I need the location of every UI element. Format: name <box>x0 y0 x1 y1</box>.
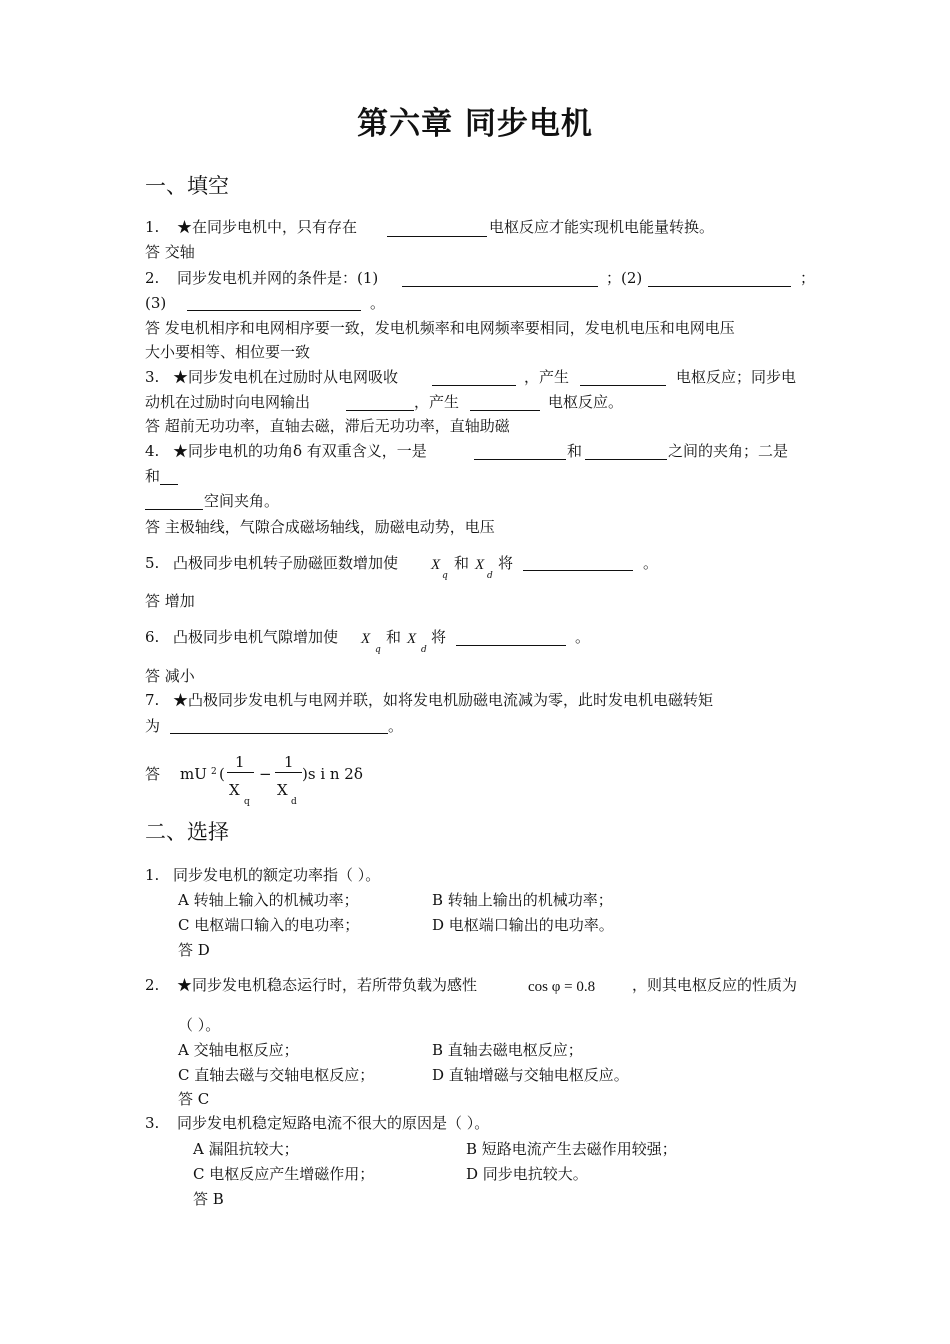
q7-fraction-bar-1 <box>227 772 254 773</box>
q5-xd: X <box>475 557 485 573</box>
q7-formula-minus: − <box>259 765 272 783</box>
c1-option-a: A 转轴上输入的机械功率； <box>178 891 359 909</box>
q2-text-4: (3) <box>145 294 167 312</box>
q2-text-5: 。 <box>370 294 386 312</box>
c3-option-d: D 同步电抗较大。 <box>466 1165 588 1183</box>
q4-blank-4 <box>145 509 203 510</box>
q3-text-6: 电枢反应。 <box>548 393 624 411</box>
q3-blank-1 <box>432 385 516 386</box>
q1-answer: 答 交轴 <box>145 243 195 261</box>
q3-text-1: ★同步发电机在过励时从电网吸收 <box>173 368 399 386</box>
q7-formula-mu: mU <box>180 765 207 783</box>
c3-answer: 答 B <box>193 1190 224 1208</box>
q6-text-3: 。 <box>575 628 591 646</box>
q5-answer: 答 增加 <box>145 592 195 610</box>
section-heading-fill-in: 一、填空 <box>145 174 229 198</box>
q3-answer: 答 超前无功功率，直轴去磁，滞后无功功率，直轴助磁 <box>145 417 510 435</box>
q1-text-pre: ★在同步电机中，只有存在 <box>177 218 358 236</box>
q7-formula-open-paren: ( <box>219 765 225 783</box>
q7-text-3: 。 <box>388 717 404 735</box>
q2-number: 2. <box>145 269 160 287</box>
q6-xq-subscript: q <box>375 645 381 655</box>
q3-number: 3. <box>145 368 160 386</box>
q4-text-5: 空间夹角。 <box>204 492 280 510</box>
c2-answer: 答 C <box>178 1090 210 1108</box>
c3-option-a: A 漏阻抗较大； <box>193 1140 299 1158</box>
q5-and: 和 <box>454 554 470 572</box>
q7-formula-numerator-2: 1 <box>284 753 294 771</box>
q5-xq: X <box>431 557 441 573</box>
q3-blank-2 <box>580 385 666 386</box>
q2-blank-1 <box>402 286 598 287</box>
c3-number: 3. <box>145 1114 160 1132</box>
q5-blank <box>523 570 633 571</box>
c1-option-c: C 电枢端口输入的电功率； <box>178 916 360 934</box>
q7-formula-numerator-1: 1 <box>235 753 245 771</box>
section-heading-choice: 二、选择 <box>145 820 229 844</box>
q7-formula-tail: )s i n 2δ <box>302 765 363 783</box>
q4-answer: 答 主极轴线，气隙合成磁场轴线，励磁电动势，电压 <box>145 518 495 536</box>
c1-answer: 答 D <box>178 941 210 959</box>
c2-option-d: D 直轴增磁与交轴电枢反应。 <box>432 1066 629 1084</box>
q7-blank <box>170 733 388 734</box>
c3-option-b: B 短路电流产生去磁作用较强； <box>466 1140 677 1158</box>
c2-option-c: C 直轴去磁与交轴电枢反应； <box>178 1066 375 1084</box>
q3-text-4: 动机在过励时向电网输出 <box>145 393 311 411</box>
q7-text-2: 为 <box>145 717 161 735</box>
c2-option-a: A 交轴电枢反应； <box>178 1041 299 1059</box>
q6-xd: X <box>407 631 417 647</box>
c2-stem-2: ，则其电枢反应的性质为 <box>632 976 798 994</box>
q6-xd-subscript: d <box>421 645 427 655</box>
q2-text-1: 同步发电机并网的条件是：(1) <box>177 269 379 287</box>
c1-option-b: B 转轴上输出的机械功率； <box>432 891 613 909</box>
q2-text-2: ；(2) <box>606 269 643 287</box>
c3-stem: 同步发电机稳定短路电流不很大的原因是（ ）。 <box>177 1114 490 1132</box>
q5-text-2: 将 <box>498 554 514 572</box>
q6-and: 和 <box>386 628 402 646</box>
q2-blank-2 <box>648 286 791 287</box>
q2-answer-line-2: 大小要相等、相位要一致 <box>145 343 311 361</box>
q5-xq-subscript: q <box>442 571 448 581</box>
q7-formula-denominator-2-subscript: d <box>291 797 297 807</box>
q7-fraction-bar-2 <box>275 772 302 773</box>
q7-formula-denominator-1-subscript: q <box>244 797 250 807</box>
c2-stem-1: ★同步发电机稳态运行时，若所带负载为感性 <box>177 976 478 994</box>
c2-stem-3: （ ）。 <box>178 1016 221 1034</box>
c2-option-b: B 直轴去磁电枢反应； <box>432 1041 583 1059</box>
q6-answer: 答 减小 <box>145 667 195 685</box>
c2-number: 2. <box>145 976 160 994</box>
q4-number: 4. <box>145 442 160 460</box>
c3-option-c: C 电枢反应产生增磁作用； <box>193 1165 375 1183</box>
q4-blank-2 <box>585 459 667 460</box>
q6-xq: X <box>361 631 371 647</box>
c1-stem: 同步发电机的额定功率指（ ）。 <box>173 866 381 884</box>
c1-number: 1. <box>145 866 160 884</box>
q5-text-3: 。 <box>643 554 659 572</box>
q7-answer-label: 答 <box>145 765 161 783</box>
q4-text-4: 和 <box>145 467 161 485</box>
q7-formula-exponent: 2 <box>211 767 217 777</box>
c1-option-d: D 电枢端口输出的电功率。 <box>432 916 614 934</box>
q3-blank-3 <box>346 410 414 411</box>
q1-blank <box>387 236 487 237</box>
q4-text-1: ★同步电机的功角δ 有双重含义，一是 <box>173 442 427 460</box>
q5-text-1: 凸极同步电机转子励磁匝数增加使 <box>173 554 399 572</box>
c2-stem-cos: cos φ = 0.8 <box>528 979 596 995</box>
q7-number: 7. <box>145 691 160 709</box>
q7-formula-denominator-2: X <box>277 781 288 799</box>
q3-text-3: 电枢反应；同步电 <box>676 368 797 386</box>
q2-text-3: ； <box>800 269 816 287</box>
q3-blank-4 <box>470 410 540 411</box>
q5-number: 5. <box>145 554 160 572</box>
q3-text-5: ，产生 <box>414 393 460 411</box>
q4-text-3: 之间的夹角；二是 <box>668 442 789 460</box>
q1-text-post: 电枢反应才能实现机电能量转换。 <box>489 218 715 236</box>
q3-text-2: ，产生 <box>524 368 570 386</box>
q4-text-2: 和 <box>567 442 583 460</box>
q6-text-2: 将 <box>431 628 447 646</box>
q4-blank-3 <box>160 484 178 485</box>
page-title: 第六章 同步电机 <box>357 106 593 142</box>
q7-formula-denominator-1: X <box>229 781 240 799</box>
q7-text-1: ★凸极同步发电机与电网并联，如将发电机励磁电流减为零，此时发电机电磁转矩 <box>173 691 714 709</box>
q6-text-1: 凸极同步电机气隙增加使 <box>173 628 339 646</box>
q1-number: 1. <box>145 218 160 236</box>
q6-blank <box>456 645 566 646</box>
q4-blank-1 <box>474 459 566 460</box>
q6-number: 6. <box>145 628 160 646</box>
q2-blank-3 <box>187 310 361 311</box>
q5-xd-subscript: d <box>487 571 493 581</box>
q2-answer-line-1: 答 发电机相序和电网相序要一致，发电机频率和电网频率要相同，发电机电压和电网电压 <box>145 319 735 337</box>
